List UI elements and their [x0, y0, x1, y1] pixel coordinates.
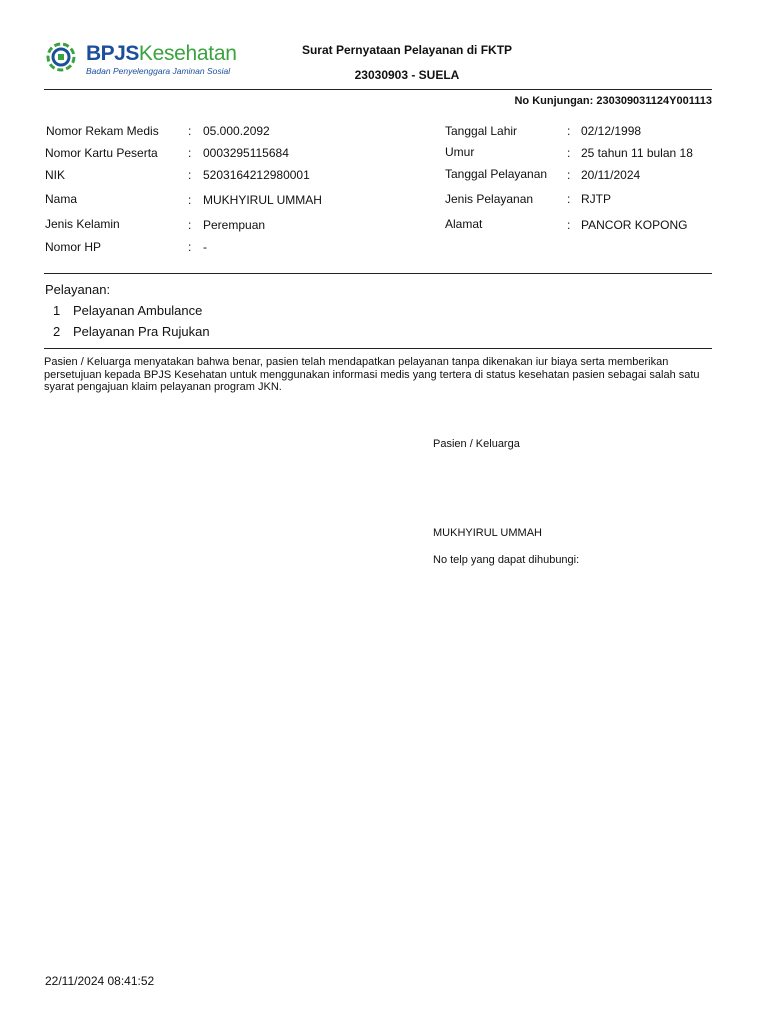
- value-medical-record-no: 05.000.2092: [203, 124, 270, 138]
- colon: :: [188, 193, 192, 207]
- value-name: MUKHYIRUL UMMAH: [203, 193, 322, 207]
- label-gender: Jenis Kelamin: [45, 217, 120, 231]
- service-number: 1: [53, 303, 61, 318]
- label-card-number: Nomor Kartu Peserta: [45, 146, 158, 160]
- colon: :: [188, 168, 192, 182]
- colon: :: [188, 218, 192, 232]
- label-name: Nama: [45, 192, 78, 206]
- label-age: Umur: [445, 145, 475, 159]
- colon: :: [567, 146, 571, 160]
- services-title: Pelayanan:: [45, 282, 111, 297]
- signature-role: Pasien / Keluarga: [433, 438, 520, 450]
- divider-statement: [44, 348, 712, 349]
- visit-number: No Kunjungan: 230309031124Y001113: [514, 95, 712, 107]
- value-service-type: RJTP: [581, 192, 611, 206]
- value-card-number: 0003295115684: [203, 146, 289, 160]
- value-phone: -: [203, 240, 207, 254]
- label-phone: Nomor HP: [45, 240, 102, 254]
- signature-phone-label: No telp yang dapat dihubungi:: [433, 554, 580, 566]
- value-birth-date: 02/12/1998: [581, 124, 642, 138]
- value-service-date: 20/11/2024: [581, 168, 641, 182]
- document-title: Surat Pernyataan Pelayanan di FKTP: [301, 43, 513, 57]
- value-age: 25 tahun 11 bulan 18: [581, 146, 693, 160]
- colon: :: [188, 124, 192, 138]
- logo-brand-bpjs: BPJS: [86, 42, 139, 65]
- service-name: Pelayanan Ambulance: [73, 303, 203, 318]
- value-address: PANCOR KOPONG: [581, 218, 688, 232]
- signature-name: MUKHYIRUL UMMAH: [433, 527, 542, 539]
- colon: :: [567, 192, 571, 206]
- divider-top: [44, 89, 712, 90]
- facility-code-name: 23030903 - SUELA: [354, 68, 460, 82]
- label-address: Alamat: [445, 217, 483, 231]
- label-nik: NIK: [45, 168, 66, 182]
- label-service-type: Jenis Pelayanan: [445, 192, 534, 206]
- service-number: 2: [53, 324, 61, 339]
- value-gender: Perempuan: [203, 218, 266, 232]
- colon: :: [567, 168, 571, 182]
- value-nik: 5203164212980001: [203, 168, 310, 182]
- service-name: Pelayanan Pra Rujukan: [73, 324, 210, 339]
- logo-brand-kesehatan: Kesehatan: [138, 42, 237, 65]
- colon: :: [567, 124, 571, 138]
- colon: :: [188, 146, 192, 160]
- colon: :: [567, 218, 571, 232]
- colon: :: [188, 240, 192, 254]
- label-service-date: Tanggal Pelayanan: [445, 167, 548, 181]
- consent-statement: Pasien / Keluarga menyatakan bahwa benar, pasien telah mendapatkan pelayanan tanpa dikenakan iur biaya serta memberikan persetujuan kepada BPJS Kesehatan untuk menggunakan informasi medis yang tertera di status kesehatan pasien sebagai salah satu syarat pengajuan klaim pelayanan program JKN.: [44, 356, 700, 393]
- label-birth-date: Tanggal Lahir: [445, 124, 518, 138]
- logo-tagline: Badan Penyelenggara Jaminan Sosial: [86, 66, 231, 76]
- divider-middle: [44, 273, 712, 274]
- printed-timestamp: 22/11/2024 08:41:52: [45, 974, 155, 988]
- label-medical-record-no: Nomor Rekam Medis: [46, 124, 159, 138]
